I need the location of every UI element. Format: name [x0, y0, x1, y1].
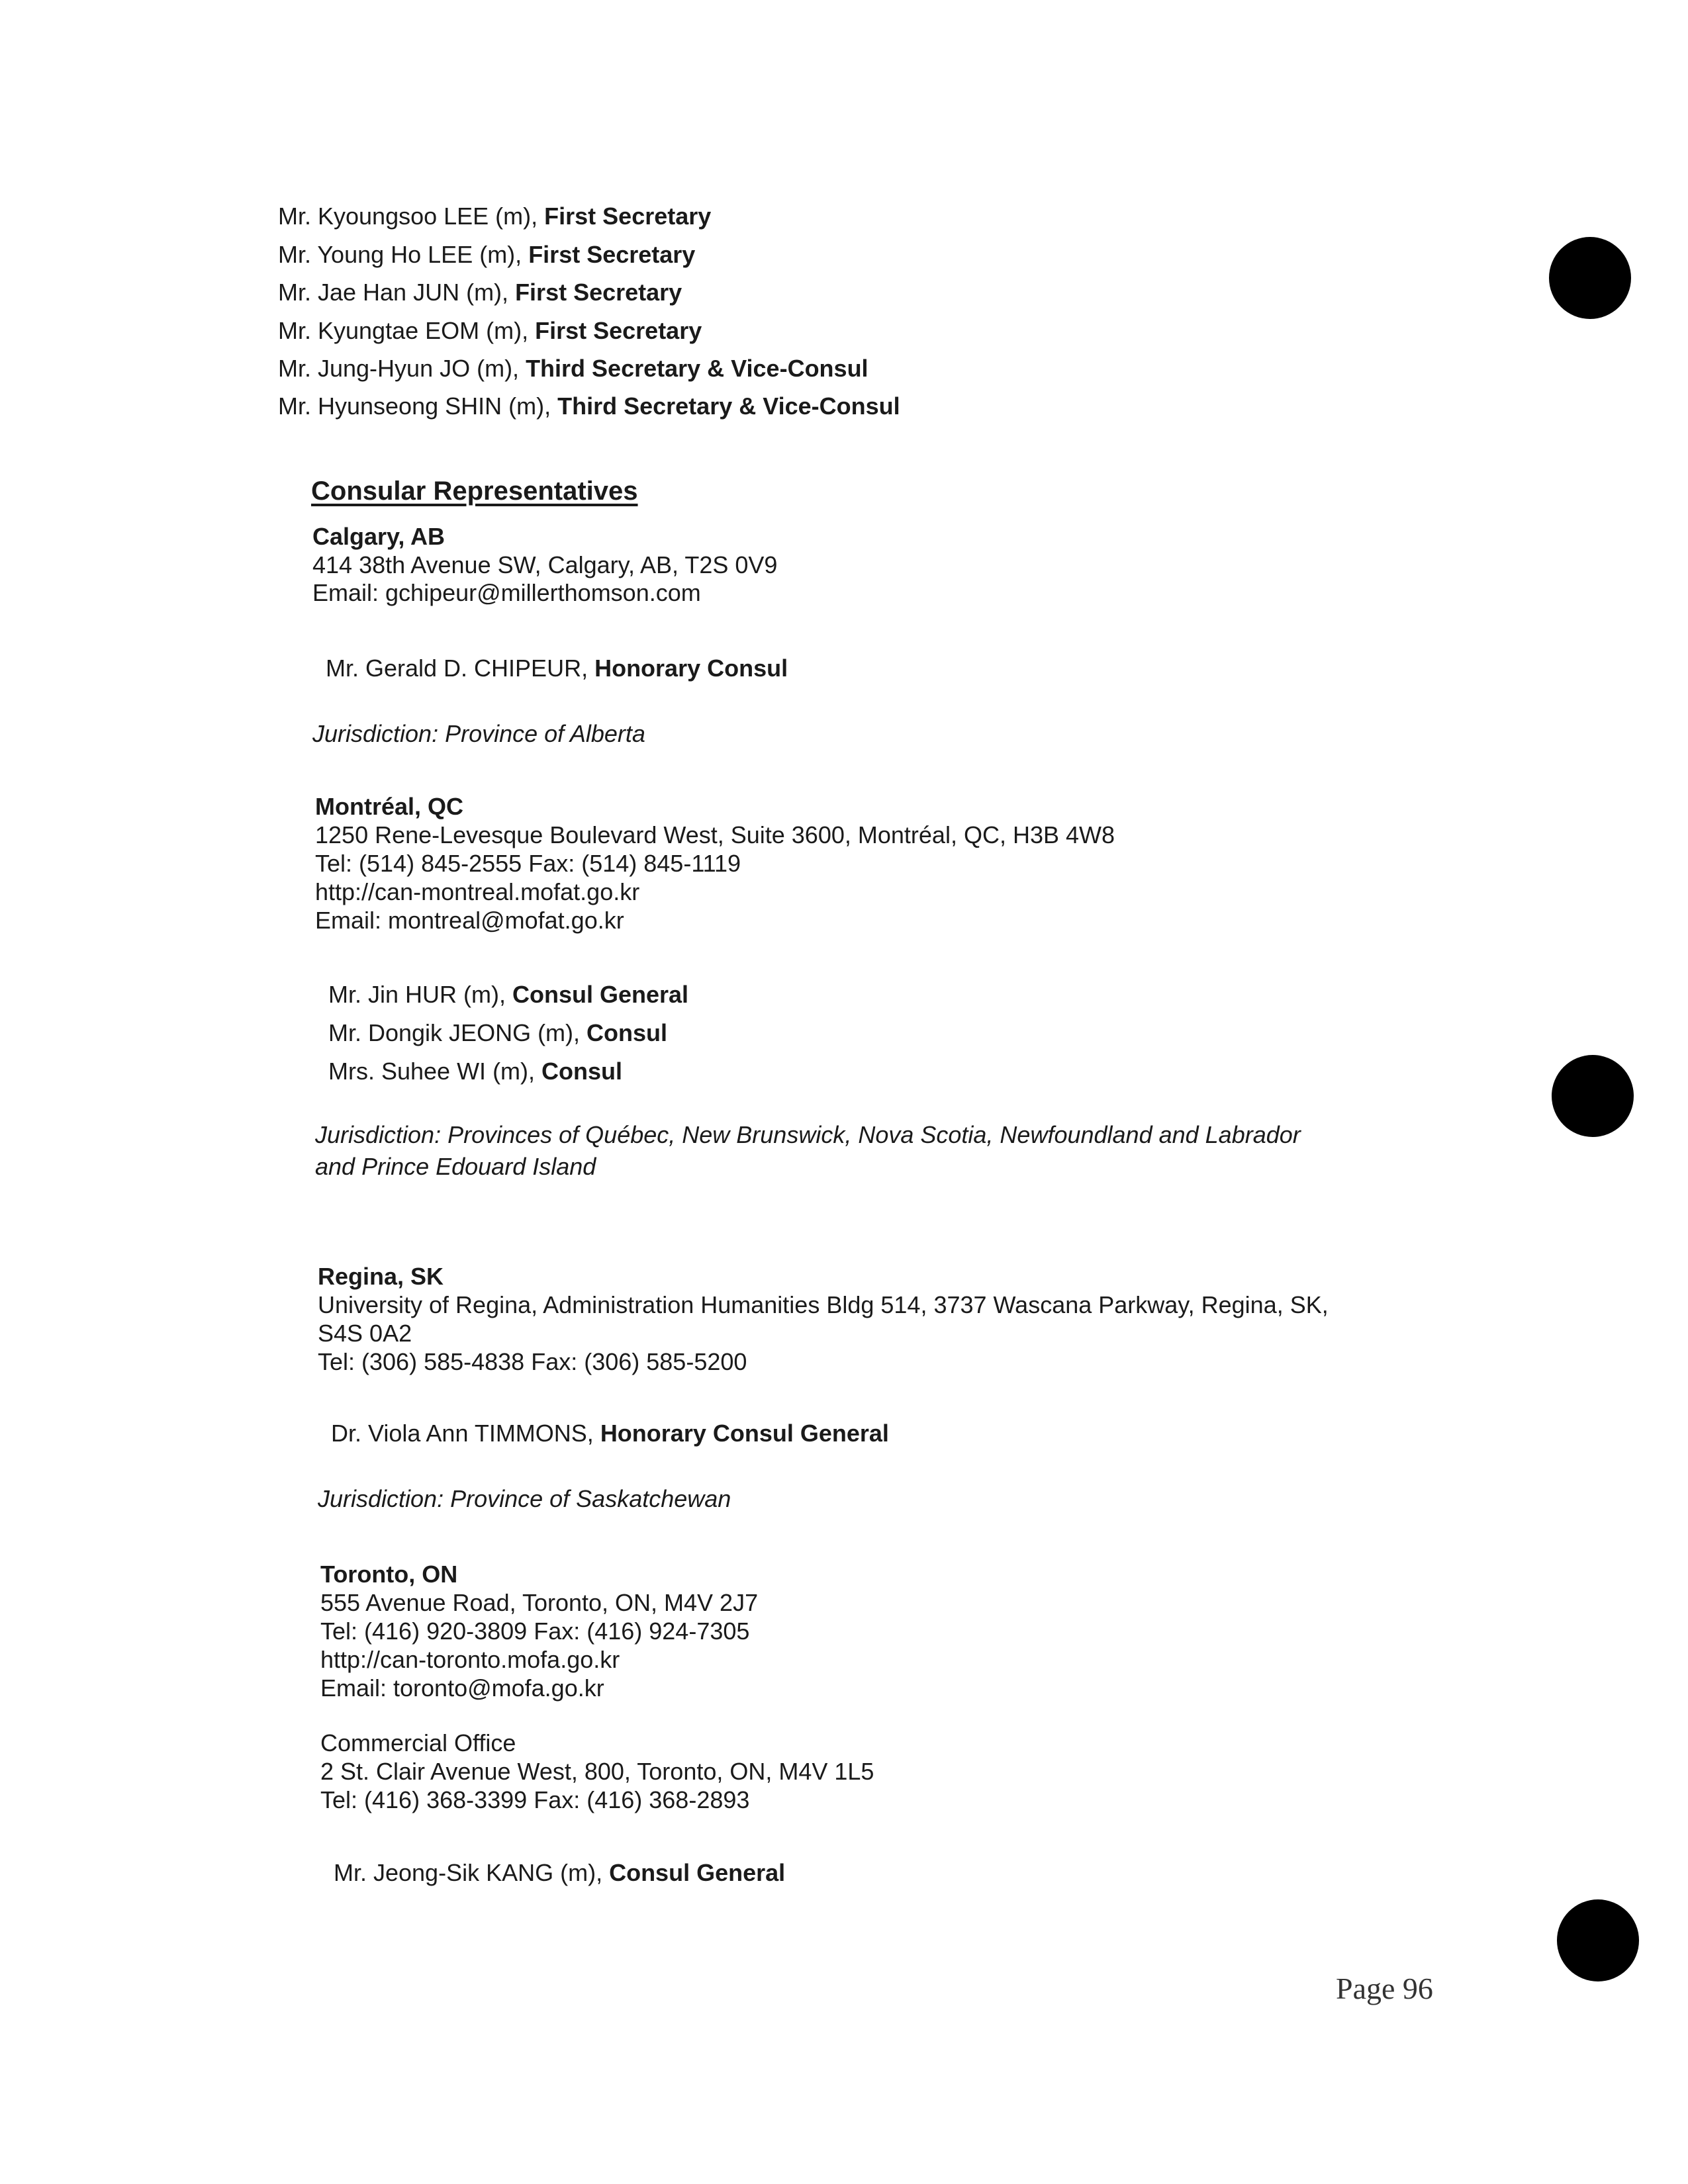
calgary-email: Email: gchipeur@millerthomson.com — [312, 579, 701, 606]
punch-hole — [1549, 237, 1631, 319]
punch-hole — [1557, 1899, 1639, 1981]
section-heading: Consular Representatives — [311, 477, 638, 506]
toronto-tel: Tel: (416) 920-3809 Fax: (416) 924-7305 — [320, 1617, 750, 1645]
toronto-commercial-label: Commercial Office — [320, 1729, 516, 1756]
toronto-commercial-address: 2 St. Clair Avenue West, 800, Toronto, ON, M4V 1L5 — [320, 1758, 874, 1785]
montreal-jurisdiction-line2: and Prince Edouard Island — [315, 1153, 596, 1180]
montreal-tel: Tel: (514) 845-2555 Fax: (514) 845-1119 — [315, 850, 741, 877]
regina-jurisdiction: Jurisdiction: Province of Saskatchewan — [318, 1485, 731, 1512]
staff-line: Mr. Jae Han JUN (m), First Secretary — [278, 279, 682, 306]
regina-address-line1: University of Regina, Administration Humanities Bldg 514, 3737 Wascana Parkway, Regina, SK, — [318, 1291, 1329, 1318]
toronto-commercial-tel: Tel: (416) 368-3399 Fax: (416) 368-2893 — [320, 1786, 750, 1813]
regina-place: Regina, SK — [318, 1263, 444, 1290]
toronto-web: http://can-toronto.mofa.go.kr — [320, 1646, 620, 1673]
montreal-jurisdiction-line1: Jurisdiction: Provinces of Québec, New Brunswick, Nova Scotia, Newfoundland and Labrador — [315, 1121, 1301, 1148]
regina-address-line2: S4S 0A2 — [318, 1320, 412, 1347]
toronto-address: 555 Avenue Road, Toronto, ON, M4V 2J7 — [320, 1589, 759, 1616]
montreal-person: Mr. Jin HUR (m), Consul General — [328, 981, 689, 1008]
staff-line: Mr. Jung-Hyun JO (m), Third Secretary & Vice-Consul — [278, 355, 868, 382]
montreal-place: Montréal, QC — [315, 793, 464, 820]
calgary-jurisdiction: Jurisdiction: Province of Alberta — [312, 720, 645, 747]
calgary-address: 414 38th Avenue SW, Calgary, AB, T2S 0V9 — [312, 551, 778, 578]
calgary-place: Calgary, AB — [312, 523, 445, 550]
toronto-person: Mr. Jeong-Sik KANG (m), Consul General — [334, 1859, 786, 1886]
staff-line: Mr. Young Ho LEE (m), First Secretary — [278, 241, 696, 268]
staff-line: Mr. Hyunseong SHIN (m), Third Secretary & Vice-Consul — [278, 392, 900, 420]
staff-line: Mr. Kyoungsoo LEE (m), First Secretary — [278, 203, 712, 230]
page-number: Page 96 — [1336, 1972, 1433, 2005]
montreal-address: 1250 Rene-Levesque Boulevard West, Suite 3600, Montréal, QC, H3B 4W8 — [315, 821, 1115, 848]
toronto-place: Toronto, ON — [320, 1561, 458, 1588]
staff-line: Mr. Kyungtae EOM (m), First Secretary — [278, 317, 702, 344]
regina-tel: Tel: (306) 585-4838 Fax: (306) 585-5200 — [318, 1348, 747, 1375]
toronto-email: Email: toronto@mofa.go.kr — [320, 1674, 604, 1702]
montreal-web: http://can-montreal.mofat.go.kr — [315, 878, 640, 905]
montreal-person: Mr. Dongik JEONG (m), Consul — [328, 1019, 668, 1046]
montreal-email: Email: montreal@mofat.go.kr — [315, 907, 624, 934]
regina-person: Dr. Viola Ann TIMMONS, Honorary Consul General — [331, 1420, 889, 1447]
montreal-person: Mrs. Suhee WI (m), Consul — [328, 1058, 623, 1085]
punch-hole — [1552, 1055, 1634, 1137]
calgary-person: Mr. Gerald D. CHIPEUR, Honorary Consul — [326, 655, 788, 682]
